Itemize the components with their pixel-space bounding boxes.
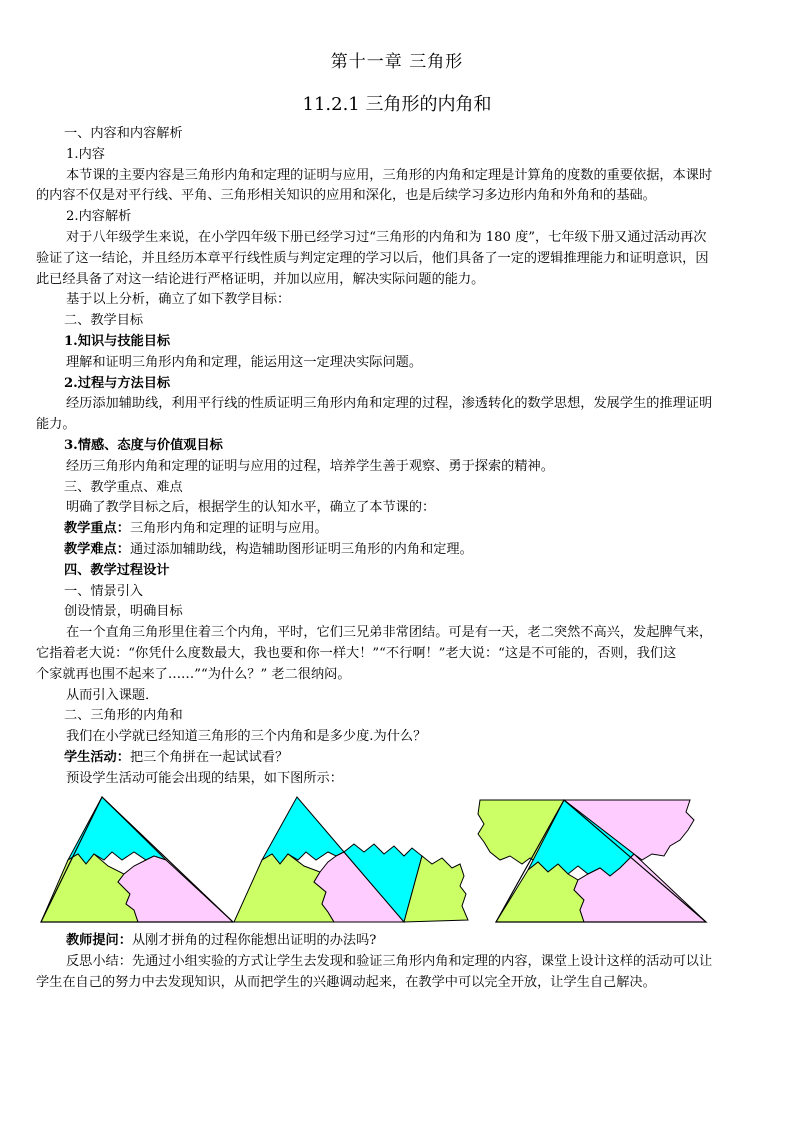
paragraph-line: 本节课的主要内容是三角形内角和定理的证明与应用，三角形的内角和定理是计算角的度数的重要依据，本课时 — [66, 167, 713, 183]
paragraph-line: 经历三角形内角和定理的证明与应用的过程，培养学生善于观察、勇于探索的精神。 — [66, 458, 554, 474]
heading-angle-sum: 二、三角形的内角和 — [64, 708, 183, 724]
difficulty-text: 通过添加辅助线，构造辅助图形证明三角形的内角和定理。 — [129, 541, 473, 557]
heading-text: 一、内容和内容解析 — [64, 126, 183, 141]
paragraph-line: 此已经具备了对这一结论进行严格证明，并加以应用，解决实际问题的能力。 — [36, 271, 485, 287]
top-angle-piece — [68, 797, 166, 864]
subheading-scenario: 创设情景，明确目标 — [64, 604, 183, 620]
heading-content-analysis — [64, 124, 764, 145]
paragraph-line: 它指着老大说：“你凭什么度数最大，我也要和你一样大！”“不行啊！”老大说：“这是不可能的，否则，我们这 — [36, 645, 677, 661]
left-angle-piece — [234, 854, 334, 922]
paragraph-line: 理解和证明三角形内角和定理，能运用这一定理决实际问题。 — [66, 354, 423, 370]
key-point-text: 三角形内角和定理的证明与应用。 — [129, 521, 328, 537]
teacher-question-label: 教师提问： — [66, 933, 132, 948]
reflection-line — [64, 951, 764, 972]
section-title: 11.2.1 三角形的内角和 — [302, 94, 492, 115]
paragraph-line: 明确了教学目标之后，根据学生的认知水平，确立了本节课的： — [66, 500, 436, 516]
difficulty-line — [64, 540, 764, 561]
right-angle-piece — [118, 856, 233, 922]
paragraph-line: 我们在小学就已经知道三角形的三个内角和是多少度.为什么？ — [66, 729, 427, 745]
heading-process-design: 四、教学过程设计 — [64, 562, 170, 578]
activity-line — [64, 748, 764, 769]
heading-key-points: 三、教学重点、难点 — [64, 479, 183, 495]
paragraph-line: 对于八年级学生来说，在小学四年级下册已经学习过“三角形的内角和为 180 度”，七年级下册又通过活动再次 — [66, 229, 707, 245]
paragraph-line: 从而引入课题． — [66, 687, 159, 703]
paragraph-line: 的内容不仅是对平行线、平角、三角形相关知识的应用和深化，也是后续学习多边形内角和外角和的基础。 — [36, 188, 656, 204]
key-point-line — [64, 519, 764, 540]
figure-torn-triangle — [41, 797, 233, 922]
subheading-attitude-goal: 3.情感、态度与价值观目标 — [64, 437, 223, 453]
paragraph-line: 基于以上分析，确立了如下教学目标： — [66, 292, 291, 308]
activity-text: 把三个角拼在一起试试看？ — [129, 749, 289, 765]
subheading-knowledge-goal: 1.知识与技能目标 — [64, 333, 171, 349]
activity-label: 学生活动： — [64, 749, 130, 765]
paragraph-line: 预设学生活动可能会出现的结果，如下图所示： — [66, 770, 343, 786]
key-point-label: 教学重点： — [64, 521, 130, 537]
triangle-figures — [38, 794, 718, 930]
top-angle-piece — [262, 797, 344, 864]
document-body — [36, 124, 764, 790]
reflection-text: 先通过小组实验的方式让学生去发现和验证三角形内角和定理的内容，课堂上设计这样的活动可以让 — [131, 953, 713, 969]
figure-parallel-construction — [478, 800, 706, 922]
chapter-title: 第十一章 三角形 — [330, 52, 464, 72]
reflection-label: 反思小结： — [66, 953, 132, 969]
heading-teaching-goals: 二、教学目标 — [64, 313, 144, 329]
subheading-content: 1.内容 — [66, 146, 105, 162]
figure-angles-on-line — [234, 797, 468, 922]
subheading-content-analysis: 2.内容解析 — [66, 209, 132, 225]
paragraph-line: 能力。 — [36, 417, 76, 433]
paragraph-line: 经历添加辅助线，利用平行线的性质证明三角形内角和定理的过程，渗透转化的数学思想，发展学生的推理证明 — [66, 396, 713, 412]
paragraph-line: 验证了这一结论，并且经历本章平行线性质与判定定理的学习以后，他们具备了一定的逻辑推理能力和证明意识，因 — [36, 250, 709, 266]
paragraph-line: 学生在自己的努力中去发现知识，从而把学生的兴趣调动起来，在教学中可以完全开放，让学生自己解决。 — [36, 974, 656, 990]
paragraph-line: 在一个直角三角形里住着三个内角，平时，它们三兄弟非常团结。可是有一天，老二突然不高兴，发起脾气来， — [66, 625, 713, 641]
closing-section — [36, 930, 764, 992]
paragraph-line: 个家就再也围不起来了……”“为什么？” 老二很纳闷。 — [36, 666, 351, 682]
difficulty-label: 教学难点： — [64, 541, 130, 557]
subheading-process-goal: 2.过程与方法目标 — [64, 375, 171, 391]
teacher-question-line — [64, 930, 764, 951]
teacher-question-text: 从刚才拼角的过程你能想出证明的办法吗? — [131, 933, 377, 948]
heading-scenario: 一、情景引入 — [64, 583, 144, 599]
